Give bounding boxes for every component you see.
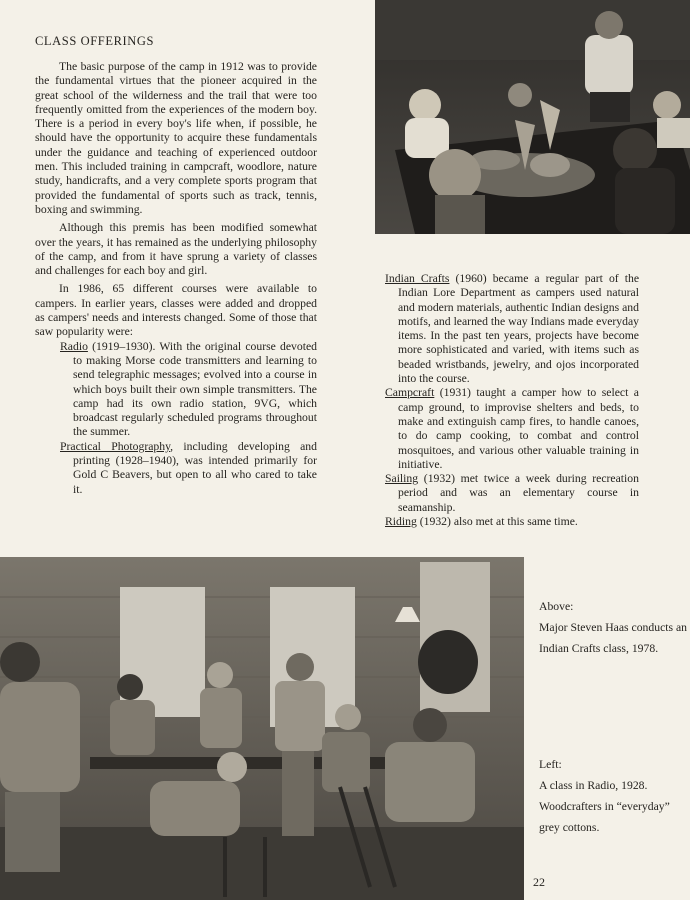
course-entry-indian-crafts bbox=[385, 272, 639, 386]
page-number: 22 bbox=[533, 875, 545, 889]
course-description: (1932) met twice a week during recreation period and was an elementary course in seamanship. bbox=[398, 472, 639, 514]
right-column bbox=[385, 272, 639, 529]
caption-label: Above: bbox=[539, 600, 574, 613]
course-entry-radio bbox=[35, 340, 317, 440]
indian-crafts-photo bbox=[375, 0, 690, 234]
course-description: (1931) taught a camper how to select a camp ground, to improvise shelters and beds, to make and extinguish camp fires, to handle canoes, to do camp cooking, to combat and control mosquitoes, and various other valuable training in initiative. bbox=[398, 386, 639, 471]
course-name: Campcraft bbox=[385, 386, 435, 400]
course-name: Sailing bbox=[385, 472, 419, 486]
section-heading: CLASS OFFERINGS bbox=[35, 34, 155, 48]
course-description: (1932) also met at this same time. bbox=[416, 515, 578, 529]
course-name: Practical Photography bbox=[60, 439, 171, 453]
caption-text: A class in Radio, 1928. bbox=[539, 779, 648, 792]
courses-paragraph: In 1986, 65 different courses were available to campers. In earlier years, classes were added and dropped as campers' needs and interests changed. Some of those that saw popularity were: bbox=[35, 282, 317, 339]
course-entry-riding bbox=[385, 515, 639, 529]
caption-label: Left: bbox=[539, 758, 562, 771]
course-name: Radio bbox=[60, 339, 88, 353]
caption-above bbox=[539, 596, 690, 659]
course-description: (1960) became a regular part of the Indian Lore Department as campers used natural and modern materials, authentic Indian designs and motifs, and learned the way Indians made everyday items. In the past ten years, projects have become more sophisticated and varied, with items such as beaded wristbands, jewelry, and ojos incorporated into the course. bbox=[398, 272, 640, 386]
course-name: Riding bbox=[385, 515, 417, 529]
course-entry-campcraft bbox=[385, 386, 639, 472]
course-description: , including developing and printing (1928–1940), was intended primarily for Gold C Beavers, but open to all who cared to take it. bbox=[73, 439, 317, 496]
caption-text: Woodcrafters in “everyday” grey cottons. bbox=[539, 800, 670, 834]
radio-class-photo bbox=[0, 557, 524, 900]
intro-paragraph: The basic purpose of the camp in 1912 was to provide the fundamental virtues that the pioneer acquired in the great school of the wilderness and the trail that were too frequently omitted from the experiences of the modern boy. There is a period in every boy's life when, if possible, he should have the opportunity to acquire these fundamentals under the guidance and teaching of experienced outdoor men. This included training in campcraft, woodlore, nature study, handicrafts, and a very complete sports program that provided the fundamental of sports such as track, tennis, boxing and swimming. bbox=[35, 60, 317, 216]
course-entry-photography bbox=[35, 440, 317, 497]
caption-left bbox=[539, 754, 690, 838]
course-name: Indian Crafts bbox=[385, 272, 450, 285]
philosophy-paragraph: Although this premis has been modified somewhat over the years, it has remained as the underlying philosophy of the camp, and from it have sprung a variety of classes and challenges for each boy and girl. bbox=[35, 221, 317, 278]
course-description: (1919–1930). With the original course devoted to making Morse code transmitters and learning to send telegraphic messages; evolved into a course in which boys built their own simple transmitters. The camp had its own radio station, 9VG, which broadcast regularly scheduled programs throughout the summer. bbox=[73, 339, 317, 439]
left-column bbox=[35, 60, 317, 497]
course-entry-sailing bbox=[385, 472, 639, 515]
caption-text: Major Steven Haas conducts an Indian Crafts class, 1978. bbox=[539, 621, 687, 655]
